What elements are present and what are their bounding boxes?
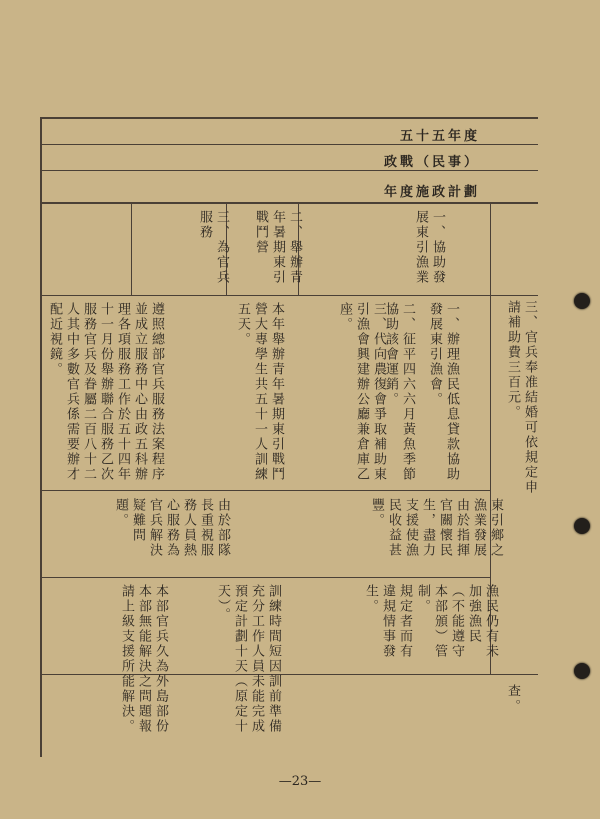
header-subcategory: 年度施政計劃 [383,185,480,200]
column-line-4 [131,202,132,295]
review-1b: 規定者而有違規情事發生。 [363,584,412,659]
review-3: 本部官兵久為外島部份本部無能解決之問題報請上級支援所能解決。 [119,584,168,734]
appendix-text: 三、官兵奉准結婚可依規定申請補助費三百元。 [505,300,537,495]
page-number: —23— [278,774,322,789]
plan-3: 遵照總部官兵服務法案程序並成立服務中心由政五科辦理各項服務工作於五十四年十一月份舉辦聯合服務乙次服務官兵及眷屬二百八十二人其中多數官兵係需要辦才配近視鏡。 [47,302,164,482]
plan-1-2: 二、征平四六六月黃魚季節協助該會運銷。 [383,302,415,482]
plan-1-1: 一、辦理漁民低息貸款協助發展東引漁會。 [427,302,459,482]
plan-1-3: 三、代向農復會爭取補助東引漁會興建辦公廳兼倉庫乙座。 [337,302,386,482]
margin-note: 查。 [505,684,520,714]
header-row-line-2 [40,170,538,171]
header-category: 政戰（民事） [383,155,480,170]
table-top-border [40,117,538,119]
binder-hole-1 [574,293,590,309]
item-label-2: 二、舉辦青年暑期東引戰鬥營 [253,210,302,285]
table-left-border [40,117,42,757]
row-divider-1 [40,295,538,296]
execution-1: 東引鄉之漁業發展由於指揮官關懷民生，盡力支援使漁民收益甚豐。 [369,498,503,558]
plan-2: 本年舉辦青年暑期東引戰鬥營大專學生共五十一人訓練五天。 [235,302,284,482]
row-divider-4 [40,674,538,675]
execution-3: 由於部隊長重視服務人員熱心服務為官兵解決疑難問題。 [113,498,230,558]
header-year: 五十五年度 [399,129,480,144]
review-1: 漁民仍有未加強漁民（不能遵守本部頒）管制。 [415,584,498,659]
row-divider-3 [40,577,490,578]
row-divider-2 [40,490,490,491]
item-label-1: 一、協助發展東引漁業 [413,210,445,285]
header-row-line-1 [40,144,538,145]
binder-hole-2 [574,518,590,534]
item-label-3: 三、為官兵服務 [197,210,229,285]
review-2: 訓練時間短因訓前準備充分工作人員未能完成預定計劃十天（原定十天）。 [215,584,281,734]
header-row-line-3 [40,202,538,204]
binder-hole-3 [574,663,590,679]
